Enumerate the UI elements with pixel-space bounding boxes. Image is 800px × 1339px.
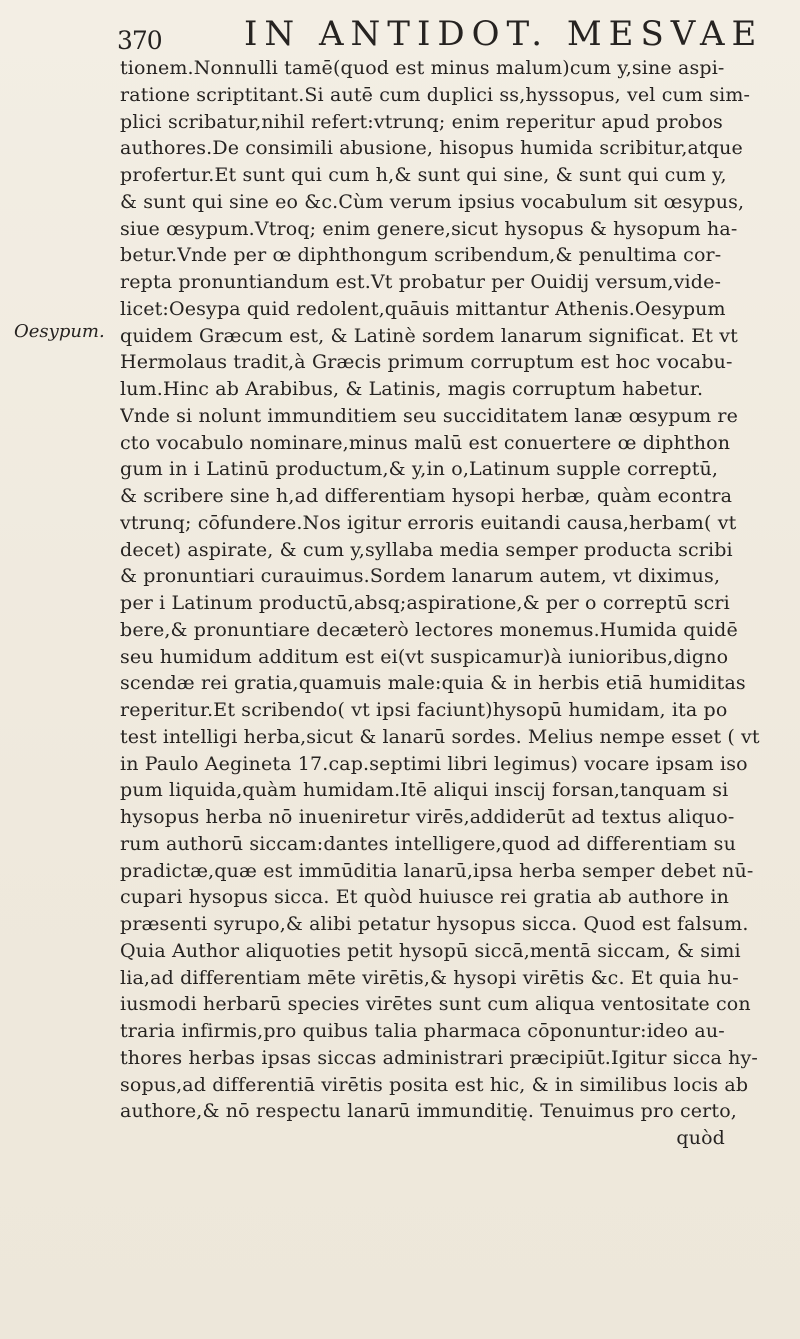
- text-line: vtrunq; cōfundere.Nos igitur erroris euitandi causa,herbam( vt: [120, 511, 737, 534]
- text-line: & sunt qui sine eo &c.Cùm verum ipsius vocabulum sit œsypus,: [120, 190, 745, 213]
- text-line: hysopus herba nō inueniretur virēs,addiderūt ad textus aliquo-: [120, 806, 735, 828]
- running-head: IN ANTIDOT. MESVAE: [244, 14, 764, 54]
- text-line: decet) aspirate, & cum y,syllaba media semper producta scribi: [120, 538, 733, 561]
- text-line: Vnde si nolunt immunditiem seu succiditatem lanæ œsypum re: [120, 404, 739, 427]
- text-line: authore,& nō respectu lanarū immunditię. Tenuimus pro certo,: [120, 1100, 737, 1123]
- text-line: quidem Græcum est, & Latinè sordem lanarum significat. Et vt: [120, 324, 738, 347]
- text-line: repta pronuntiandum est.Vt probatur per Ouidij versum,vide-: [120, 271, 722, 293]
- text-line: betur.Vnde per œ diphthongum scribendum,& penultima cor-: [120, 244, 722, 267]
- text-line: scendæ rei gratia,quamuis male:quia & in herbis etiā humiditas: [120, 672, 746, 695]
- text-line: & scribere sine h,ad differentiam hysopi herbæ, quàm econtra: [120, 485, 733, 507]
- text-line: licet:Oesypa quid redolent,quāuis mittantur Athenis.Oesypum: [120, 297, 726, 320]
- text-line: siue œsypum.Vtroq; enim genere,sicut hysopus & hysopum ha-: [120, 217, 738, 240]
- text-line: plici scribatur,nihil refert:vtrunq; enim reperitur apud probos: [120, 110, 723, 133]
- text-line: reperitur.Et scribendo( vt ipsi faciunt)hysopū humidam, ita po: [120, 699, 728, 721]
- text-line: in Paulo Aegineta 17.cap.septimi libri legimus) vocare ipsam iso: [120, 752, 748, 775]
- text-line: tionem.Nonnulli tamē(quod est minus malum)cum y,sine aspi-: [120, 57, 725, 79]
- text-line: pum liquida,quàm humidam.Itē aliqui inscij forsan,tanquam si: [120, 779, 729, 802]
- page-number: 370: [117, 26, 162, 55]
- text-line: test intelligi herba,sicut & lanarū sordes. Melius nempe esset ( vt: [120, 725, 760, 748]
- text-line: per i Latinum productū,absq;aspiratione,& per o correptū scri: [120, 592, 730, 614]
- text-line: thores herbas ipsas siccas administrari præcipiūt.Igitur sicca hy-: [120, 1046, 758, 1069]
- margin-note: Oesypum.: [14, 321, 105, 342]
- text-line: cto vocabulo nominare,minus malū est conuertere œ diphthon: [120, 431, 731, 454]
- text-line: ratione scriptitant.Si autē cum duplici ss,hyssopus, vel cum sim-: [120, 83, 751, 106]
- text-line: profertur.Et sunt qui cum h,& sunt qui sine, & sunt qui cum y,: [120, 164, 727, 186]
- text-line: iusmodi herbarū species virētes sunt cum aliqua ventositate con: [120, 993, 751, 1016]
- text-line: cupari hysopus sicca. Et quòd huiusce rei gratia ab authore in: [120, 886, 729, 909]
- text-line: authores.De consimili abusione, hisopus humida scribitur,atque: [120, 137, 743, 160]
- text-line: rum authorū siccam:dantes intelligere,quod ad differentiam su: [120, 832, 736, 855]
- text-line: lum.Hinc ab Arabibus, & Latinis, magis corruptum habetur.: [120, 378, 704, 400]
- text-line: gum in i Latinū productum,& y,in o,Latinum supple correptū,: [120, 458, 719, 481]
- text-line: bere,& pronuntiare decæterò lectores monemus.Humida quidē: [120, 618, 738, 641]
- text-line: & pronuntiari curauimus.Sordem lanarum autem, vt diximus,: [120, 565, 721, 588]
- text-line: quòd: [676, 1127, 725, 1149]
- body-text: [120, 55, 760, 1152]
- text-line: lia,ad differentiam mēte virētis,& hysopi virētis &c. Et quia hu-: [120, 966, 739, 989]
- text-line: pradictæ,quæ est immūditia lanarū,ipsa herba semper debet nū-: [120, 859, 754, 882]
- text-line: traria infirmis,pro quibus talia pharmaca cōponuntur:ideo au-: [120, 1020, 725, 1042]
- text-line: Hermolaus tradit,à Græcis primum corruptum est hoc vocabu-: [120, 351, 733, 374]
- text-line: Quia Author aliquoties petit hysopū siccā,mentā siccam, & simi: [120, 939, 741, 962]
- text-line: seu humidum additum est ei(vt suspicamur)à iunioribus,digno: [120, 645, 729, 668]
- text-line: præsenti syrupo,& alibi petatur hysopus sicca. Quod est falsum.: [120, 913, 749, 935]
- text-line: sopus,ad differentiā virētis posita est hic, & in similibus locis ab: [120, 1073, 749, 1096]
